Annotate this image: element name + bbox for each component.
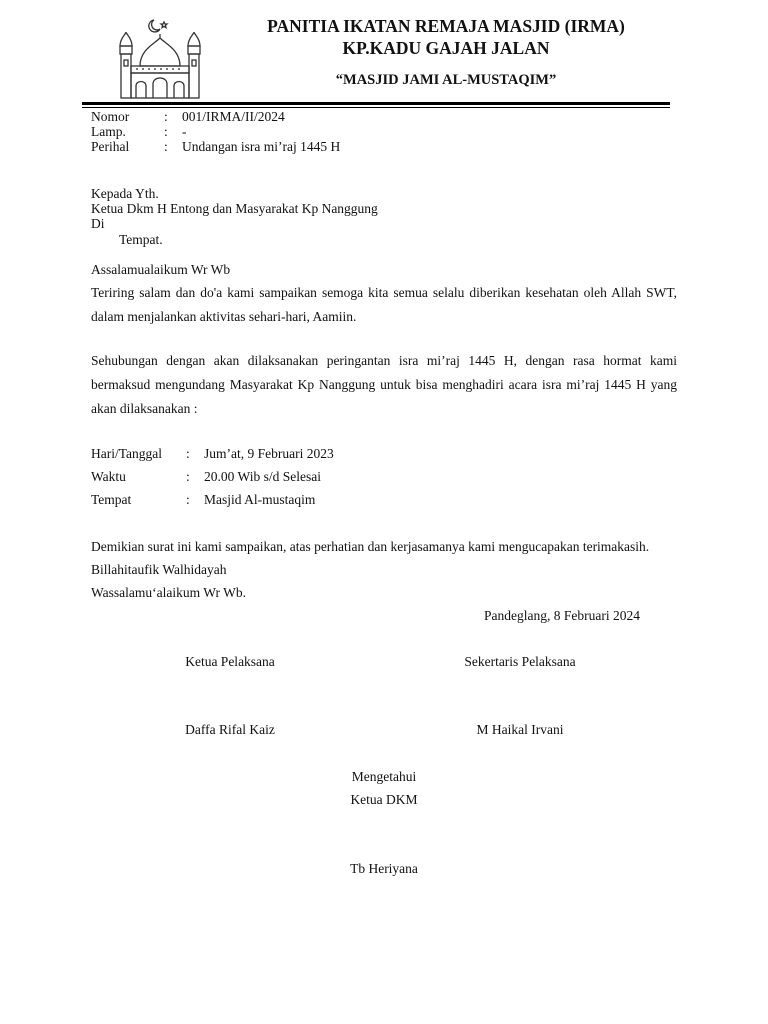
meta-value-lamp: - (182, 124, 187, 139)
event-sep: : (186, 469, 190, 484)
closing-prayer: Billahitaufik Walhidayah (91, 562, 227, 577)
signer-left-title: Ketua Pelaksana (185, 654, 275, 669)
signer-right-name: M Haikal Irvani (476, 722, 564, 737)
place-date: Pandeglang, 8 Februari 2024 (484, 608, 640, 623)
meta-label-nomor: Nomor (91, 109, 130, 124)
meta-label-perihal: Perihal (91, 139, 130, 154)
signer-left-name: Daffa Rifal Kaiz (185, 722, 275, 737)
event-sep: : (186, 492, 190, 507)
event-value-date: Jum’at, 9 Februari 2023 (204, 446, 334, 461)
mosque-name: “MASJID JAMI AL-MUSTAQIM” (335, 72, 557, 88)
paragraph-greeting: Teriring salam dan do'a kami sampaikan semoga kita semua selalu diberikan kesehatan oleh Allah SWT, dalam menjalankan aktivitas sehari-hari, Aamiin. (91, 285, 677, 324)
meta-sep: : (164, 124, 168, 139)
event-label-place: Tempat (91, 492, 132, 507)
meta-sep: : (164, 139, 168, 154)
meta-sep: : (164, 109, 168, 124)
header-divider (82, 102, 670, 105)
meta-value-perihal: Undangan isra mi’raj 1445 H (182, 139, 341, 154)
event-sep: : (186, 446, 190, 461)
event-label-time: Waktu (91, 469, 126, 484)
acknowledger-name: Tb Heriyana (350, 861, 418, 876)
header-divider-thin (82, 107, 670, 108)
recipient-name: Ketua Dkm H Entong dan Masyarakat Kp Nanggung (91, 201, 378, 216)
meta-value-nomor: 001/IRMA/II/2024 (182, 109, 285, 124)
org-name: PANITIA IKATAN REMAJA MASJID (IRMA) (267, 16, 625, 36)
meta-label-lamp: Lamp. (91, 124, 126, 139)
acknowledged-label: Mengetahui (351, 769, 417, 784)
event-value-place: Masjid Al-mustaqim (204, 492, 316, 507)
event-value-time: 20.00 Wib s/d Selesai (204, 469, 321, 484)
recipient-place: Tempat. (119, 232, 163, 247)
acknowledger-title: Ketua DKM (350, 792, 418, 807)
closing-farewell: Wassalamu‘alaikum Wr Wb. (91, 585, 246, 600)
event-label-date: Hari/Tanggal (91, 446, 163, 461)
signer-right-title: Sekertaris Pelaksana (464, 654, 576, 669)
org-location: KP.KADU GAJAH JALAN (342, 38, 550, 58)
recipient-greeting: Kepada Yth. (91, 186, 159, 201)
recipient-di: Di (91, 216, 105, 231)
salutation: Assalamualaikum Wr Wb (91, 262, 231, 277)
paragraph-invitation: Sehubungan dengan akan dilaksanakan peringantan isra mi’raj 1445 H, dengan rasa hormat kami bermaksud mengundang Masyarakat Kp Nanggung untuk bisa menghadiri acara isra mi’raj 1445 H yang akan dilaksanakan : (91, 353, 677, 416)
closing-statement: Demikian surat ini kami sampaikan, atas perhatian dan kerjasamanya kami mengucapakan terimakasih. (91, 539, 650, 554)
